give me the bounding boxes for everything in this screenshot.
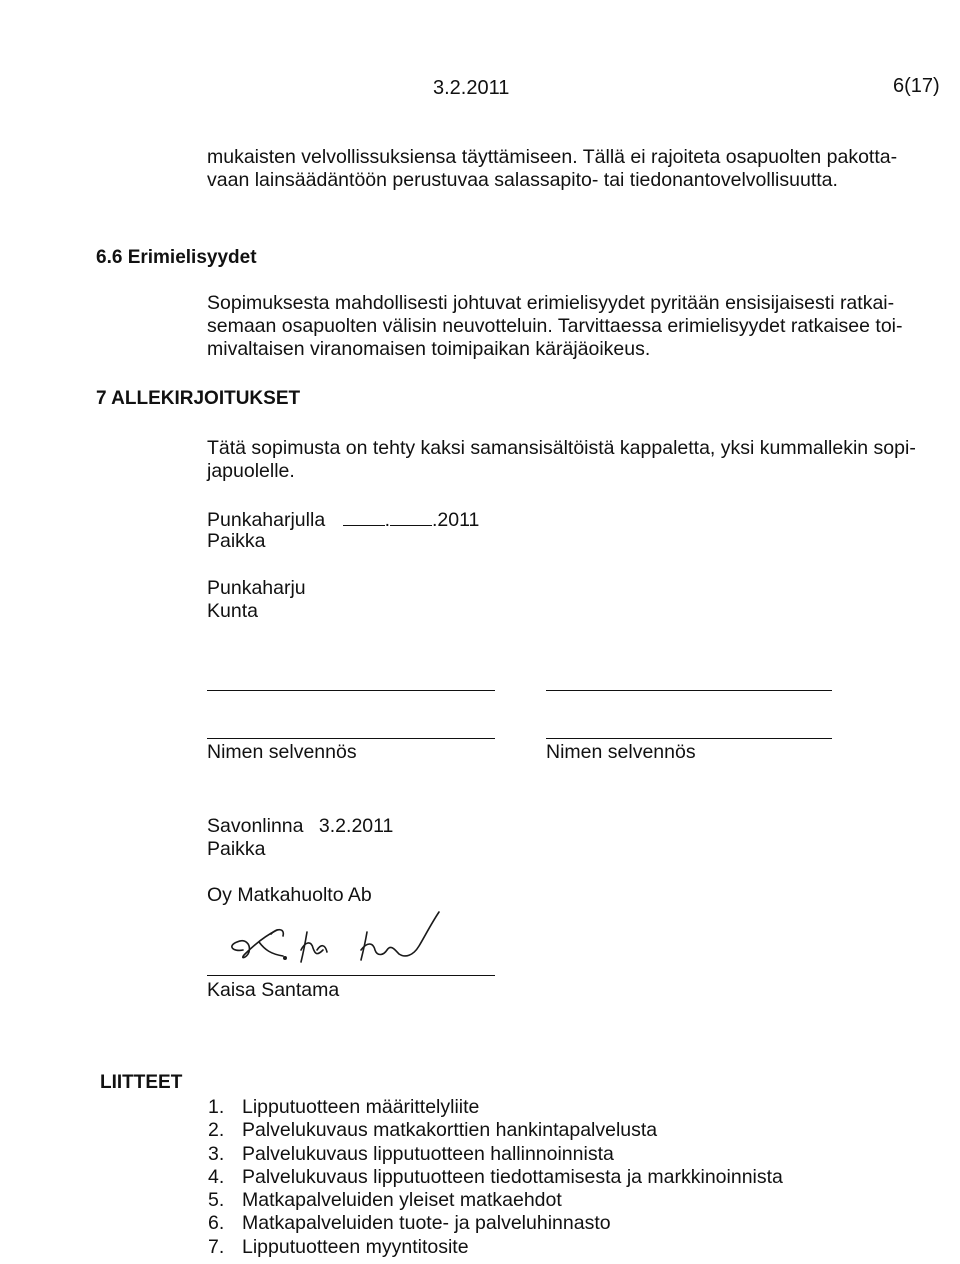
signing-date-2: 3.2.2011 (318, 815, 394, 837)
signing-place: Punkaharjulla (207, 509, 326, 531)
section-heading-disputes: 6.6 Erimielisyydet (96, 247, 257, 268)
party-name: Punkaharju (207, 577, 306, 599)
text-line: mivaltaisen viranomaisen toimipaikan käräjäoikeus. (207, 338, 651, 360)
signing-place-line-2 (207, 815, 393, 838)
list-item: 6. Matkapalveluiden tuote- ja palveluhinnasto (208, 1212, 611, 1235)
list-item: 5. Matkapalveluiden yleiset matkaehdot (208, 1189, 562, 1212)
signatures-paragraph (207, 437, 916, 483)
name-line-2 (546, 738, 832, 739)
signing-place-line (207, 508, 479, 532)
text-line: mukaisten velvollissuksiensa täyttämiseen. Tällä ei rajoiteta osapuolten pakotta- (207, 146, 898, 168)
name-line-1 (207, 738, 495, 739)
place-label-2: Paikka (207, 838, 266, 860)
page-number: 6(17) (893, 75, 940, 97)
signature-line-1 (207, 690, 495, 691)
list-item: 3. Palvelukuvaus lipputuotteen hallinnoinnista (208, 1142, 614, 1165)
document-date: 3.2.2011 (433, 77, 510, 99)
intro-paragraph (207, 146, 897, 192)
list-item: 4. Palvelukuvaus lipputuotteen tiedottamisesta ja markkinoinnista (208, 1165, 783, 1188)
text-line: Tätä sopimusta on tehty kaksi samansisältöistä kappaletta, yksi kummallekin sopi- (207, 437, 916, 459)
date-separator: . (384, 509, 391, 531)
list-item: 2. Palvelukuvaus matkakorttien hankintapalvelusta (208, 1119, 658, 1142)
text-line: japuolelle. (207, 460, 295, 482)
place-label: Paikka (207, 530, 266, 552)
list-item: 1. Lipputuotteen määrittelyliite (208, 1096, 480, 1118)
signing-year: .2011 (432, 509, 480, 531)
disputes-paragraph (207, 292, 903, 361)
party-label: Kunta (207, 600, 258, 622)
name-clarification-label-1: Nimen selvennös (207, 741, 357, 763)
signature-line-3 (207, 975, 495, 976)
text-line: Sopimuksesta mahdollisesti johtuvat erimielisyydet pyritään ensisijaisesti ratkai- (207, 292, 895, 314)
month-blank (390, 508, 432, 526)
text-line: semaan osapuolten välisin neuvotteluin. Tarvittaessa erimielisyydet ratkaisee toi- (207, 315, 903, 337)
signing-place-2: Savonlinna (207, 815, 304, 837)
company-name: Oy Matkahuolto Ab (207, 884, 372, 906)
signer-name: Kaisa Santama (207, 979, 340, 1001)
section-heading-signatures: 7 ALLEKIRJOITUKSET (96, 388, 301, 409)
signature-line-2 (546, 690, 832, 691)
handwritten-signature (225, 910, 455, 972)
day-blank (343, 508, 385, 526)
list-item: 7. Lipputuotteen myyntitosite (208, 1235, 469, 1258)
attachments-heading: LIITTEET (100, 1072, 183, 1093)
attachments-list (208, 1096, 783, 1259)
name-clarification-label-2: Nimen selvennös (546, 741, 696, 763)
text-line: vaan lainsäädäntöön perustuvaa salassapito- tai tiedonantovelvollisuutta. (207, 169, 838, 191)
